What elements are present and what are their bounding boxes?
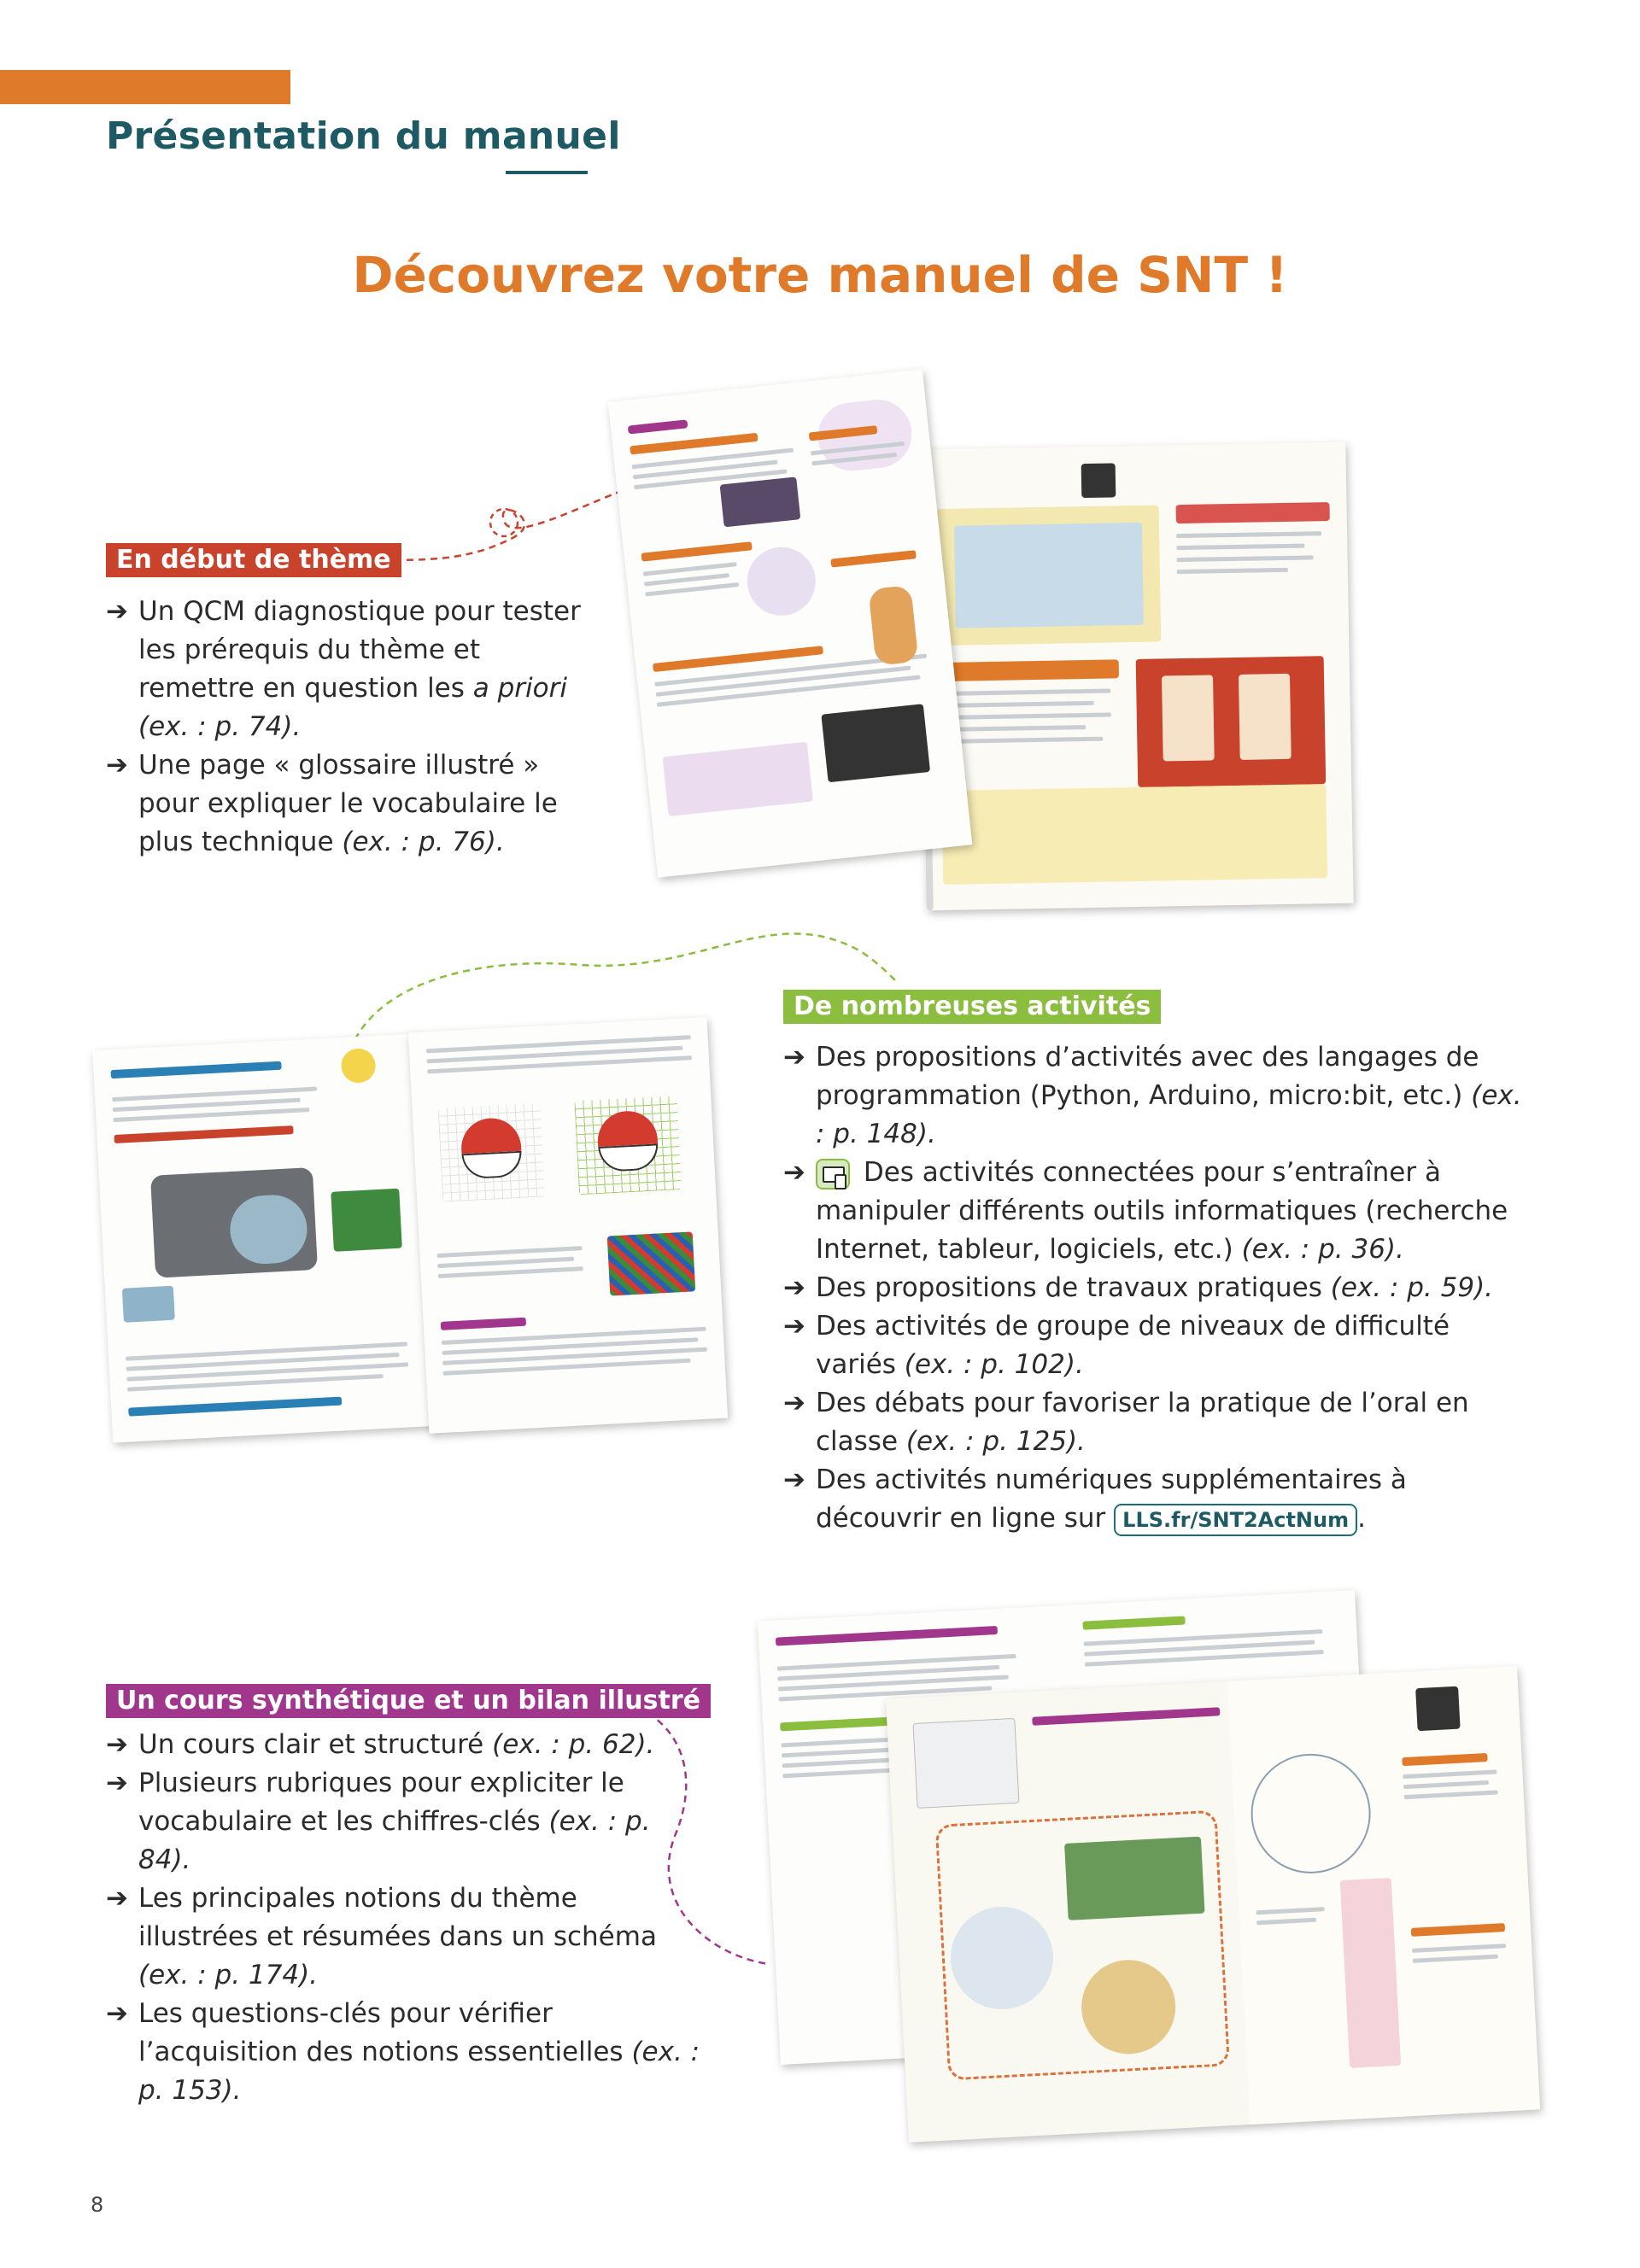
arrow-icon: ➔: [783, 1272, 805, 1303]
computer-connected-icon: [816, 1159, 850, 1190]
list-item: ➔ Des propositions d’activités avec des langages de programmation (Python, Arduino, micro:bit, etc.) (ex. : p. 148).: [783, 1038, 1535, 1154]
arrow-icon: ➔: [106, 1768, 128, 1798]
list-item: ➔ Une page « glossaire illustré » pour expliquer le vocabulaire le plus technique (ex. : p. 76).: [106, 746, 584, 862]
page-number: 8: [91, 2193, 104, 2217]
arrow-icon: ➔: [106, 1729, 128, 1760]
arrow-icon: ➔: [783, 1311, 805, 1342]
spread-front-page: [886, 1666, 1540, 2142]
section-tag-debut-theme: En début de thème: [106, 543, 401, 577]
arrow-icon: ➔: [783, 1388, 805, 1418]
headline: Découvrez votre manuel de SNT !: [352, 246, 1288, 304]
section-tag-activites: De nombreuses activités: [783, 990, 1161, 1024]
list-item: ➔ Des activités de groupe de niveaux de difficulté variés (ex. : p. 102).: [783, 1307, 1535, 1384]
list-cours: [106, 1726, 704, 2110]
list-debut-theme: [106, 593, 584, 862]
list-item: ➔ Des propositions de travaux pratiques (ex. : p. 59).: [783, 1269, 1535, 1307]
list-item: ➔ Les principales notions du thème illustrées et résumées dans un schéma (ex. : p. 174).: [106, 1879, 704, 1995]
list-item: ➔ Des activités connectées pour s’entraîner à manipuler différents outils informatiques (recherche Internet, tableur, logiciels, etc.) (ex. : p. 36).: [783, 1154, 1535, 1269]
arrow-icon: ➔: [106, 1883, 128, 1914]
page-title: Présentation du manuel: [106, 114, 621, 158]
arrow-icon: ➔: [783, 1157, 805, 1188]
spread-glossaire: [632, 367, 1401, 948]
arrow-icon: ➔: [106, 750, 128, 780]
arrow-icon: ➔: [106, 1998, 128, 2029]
arrow-icon: ➔: [106, 596, 128, 627]
list-item: ➔ Un cours clair et structuré (ex. : p. 62).: [106, 1726, 704, 1764]
list-item: ➔ Les questions-clés pour vérifier l’acquisition des notions essentielles (ex. : p. 153).: [106, 1995, 704, 2110]
spread-right-page: [918, 442, 1353, 911]
list-item: ➔ Des activités numériques supplémentaires à découvrir en ligne sur LLS.fr/SNT2ActNum .: [783, 1461, 1535, 1538]
list-activites: [783, 1038, 1535, 1538]
section-tag-cours: Un cours synthétique et un bilan illustré: [106, 1684, 711, 1718]
spread-cours: [752, 1588, 1538, 2152]
arrow-icon: ➔: [783, 1464, 805, 1495]
list-item: ➔ Un QCM diagnostique pour tester les prérequis du thème et remettre en question les a priori (ex. : p. 74).: [106, 593, 584, 746]
spread-left-page: [608, 369, 973, 878]
list-item: ➔ Des débats pour favoriser la pratique de l’oral en classe (ex. : p. 125).: [783, 1384, 1535, 1461]
arrow-icon: ➔: [783, 1042, 805, 1073]
online-link[interactable]: LLS.fr/SNT2ActNum: [1114, 1504, 1357, 1536]
spread-activite: [94, 1016, 726, 1460]
spread-right-page: [408, 1017, 728, 1434]
list-item: ➔ Plusieurs rubriques pour expliciter le vocabulaire et les chiffres-clés (ex. : p. 84).: [106, 1764, 704, 1879]
spread-left-page: [92, 1033, 437, 1442]
